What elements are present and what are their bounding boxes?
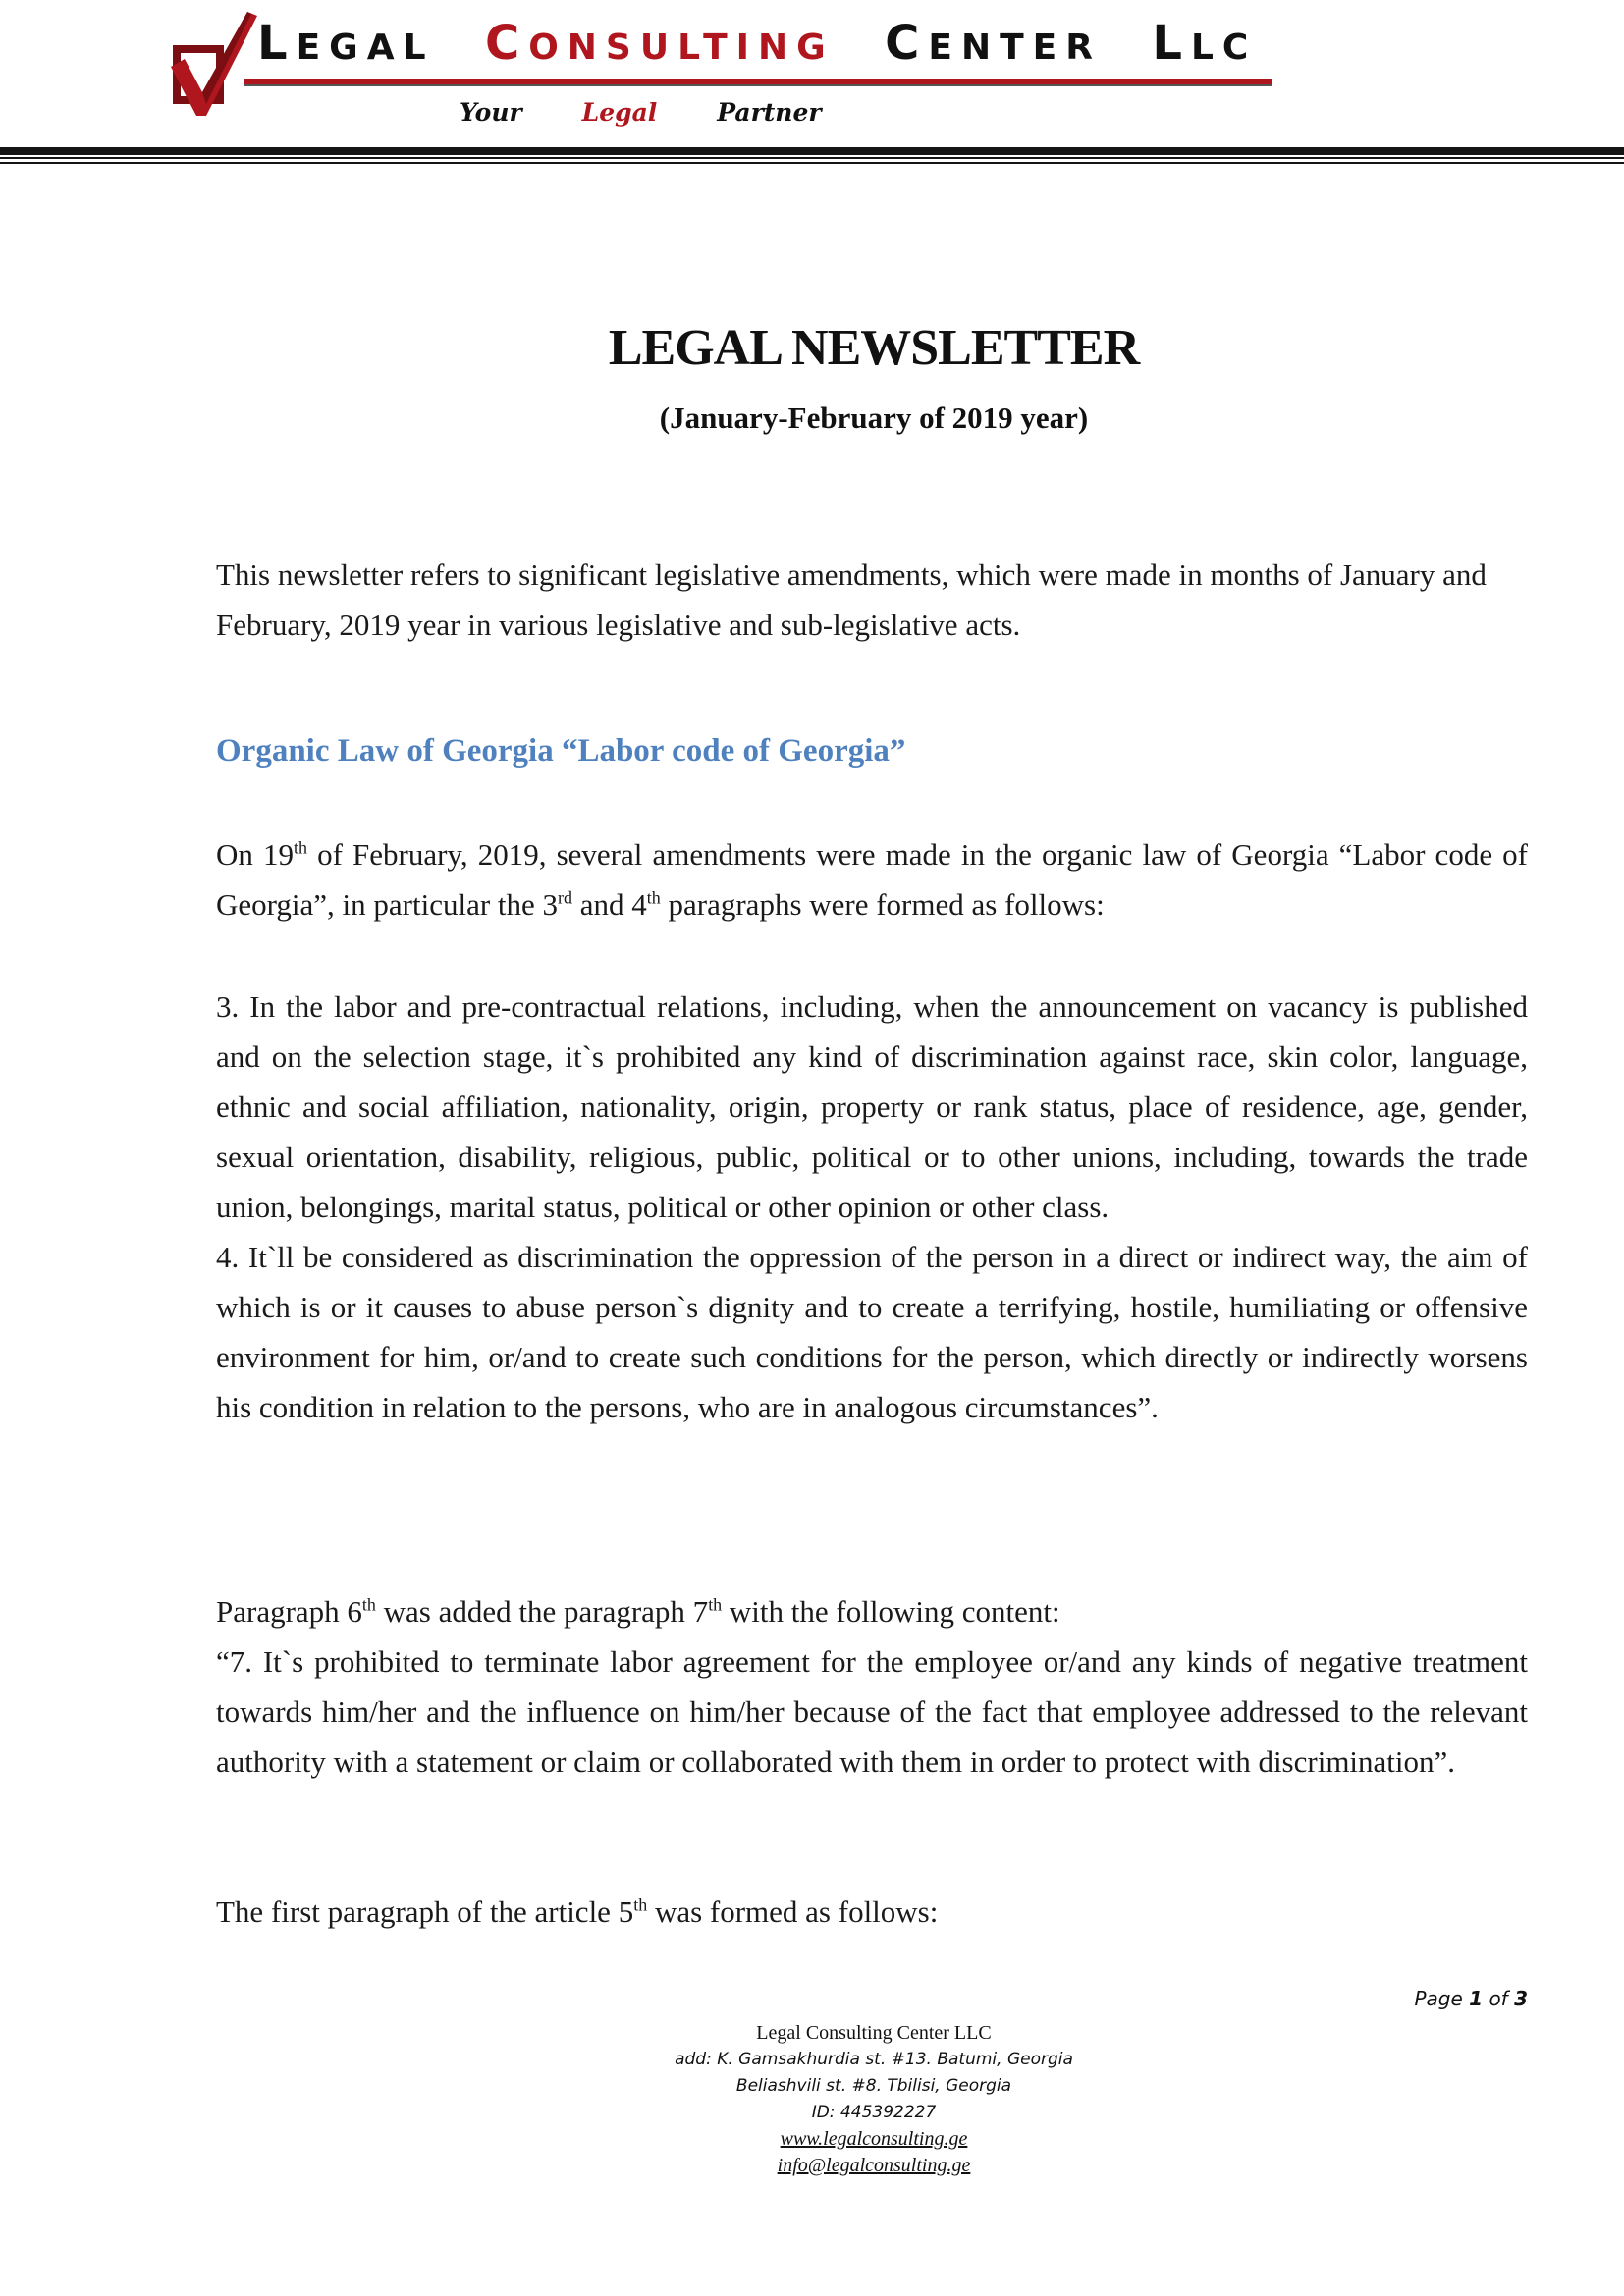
superscript: rd <box>558 887 573 908</box>
letterhead <box>0 0 1624 172</box>
text-run: The first paragraph of the article 5 <box>216 1895 634 1929</box>
company-word-llc: LLC <box>1152 16 1258 71</box>
newsletter-title: LEGAL NEWSLETTER <box>608 319 1140 376</box>
paragraph-4-text: 4. It`ll be considered as discrimination the oppression of the person in a direct or indirect way, the aim of which is or it causes to abuse person`s dignity and to create a terrifying, hostile, humiliating or offensive environment for him, or/and to create such conditions for the person, which directly or indirectly worsens his condition in relation to the persons, who are in analogous circumstances”. <box>216 1240 1528 1424</box>
text-run: and 4 <box>572 887 647 922</box>
section-heading: Organic Law of Georgia “Labor code of Georgia” <box>216 733 906 769</box>
company-word-legal: LEGAL <box>257 16 435 71</box>
paragraph-7-text: “7. It`s prohibited to terminate labor agreement for the employee or/and any kinds of negative treatment towards him/her and the influence on him/her because of the fact that employee addressed to the relevant authority with a statement or claim or collaborated with them in order to protect with discrimination”. <box>216 1644 1528 1779</box>
tagline-word-legal: Legal <box>581 98 658 127</box>
footer-address-batumi: add: K. Gamsakhurdia st. #13. Batumi, Georgia <box>675 2050 1073 2069</box>
footer-company-id: ID: 445392227 <box>811 2103 937 2122</box>
paragraph-3-text: 3. In the labor and pre-contractual relations, including, when the announcement on vacancy is published and on the selection stage, it`s prohibited any kind of discrimination against race, skin color, language, ethnic and social affiliation, nationality, origin, property or rank status, place of residence, age, gender, sexual orientation, disability, religious, public, political or to other unions, including, towards the trade union, belongings, marital status, political or other opinion or other class. <box>216 989 1528 1224</box>
footer-company: Legal Consulting Center LLC <box>756 2022 992 2044</box>
text-run: On 19 <box>216 837 294 872</box>
company-word-consulting: CONSULTING <box>484 16 835 71</box>
checkmark-logo-icon <box>167 10 265 118</box>
company-name <box>257 16 1258 71</box>
text-run: was formed as follows: <box>647 1895 939 1929</box>
paragraph-7-block <box>216 1586 1528 1787</box>
page-number <box>1331 1987 1528 2010</box>
company-word-center: CENTER <box>885 16 1102 71</box>
superscript: th <box>646 887 661 908</box>
article-5-paragraph <box>216 1887 1528 1937</box>
letterhead-double-rule <box>0 157 1624 164</box>
superscript: th <box>294 837 307 858</box>
footer-address-tbilisi: Beliashvili st. #8. Tbilisi, Georgia <box>735 2076 1012 2096</box>
text-run: paragraphs were formed as follows: <box>660 887 1105 922</box>
intro-paragraph: This newsletter refers to significant legislative amendments, which were made in months of January and February, 2019 year in various legislative and sub-legislative acts. <box>216 558 1487 642</box>
page-of-word: of <box>1489 1987 1508 2010</box>
page-current: 1 <box>1469 1987 1484 2010</box>
tagline-word-your: Your <box>460 98 522 127</box>
company-tagline <box>460 98 822 127</box>
superscript: th <box>361 1594 376 1615</box>
footer-email-link[interactable]: info@legalconsulting.ge <box>777 2155 971 2176</box>
quoted-paragraphs <box>216 982 1528 1432</box>
page-word: Page <box>1414 1987 1463 2010</box>
page-total: 3 <box>1514 1987 1528 2010</box>
text-run: was added the paragraph 7 <box>375 1594 709 1629</box>
text-run: of February, 2019, several amendments were made in the organic law of Georgia “Labor code of Georgia”, in particular the 3 <box>216 837 1528 922</box>
text-run: with the following content: <box>722 1594 1060 1629</box>
page-footer <box>0 2020 1624 2179</box>
text-run: Paragraph 6 <box>216 1594 362 1629</box>
letterhead-gray-rule <box>244 84 1272 86</box>
footer-website-link[interactable]: www.legalconsulting.ge <box>780 2128 968 2150</box>
paragraph-7-intro <box>216 1586 1528 1636</box>
tagline-word-partner: Partner <box>717 98 822 127</box>
newsletter-period: (January-February of 2019 year) <box>659 400 1089 435</box>
amendment-intro-paragraph <box>216 829 1528 930</box>
letterhead-bottom-rule <box>0 147 1624 155</box>
superscript: th <box>633 1895 648 1915</box>
superscript: th <box>708 1594 723 1615</box>
